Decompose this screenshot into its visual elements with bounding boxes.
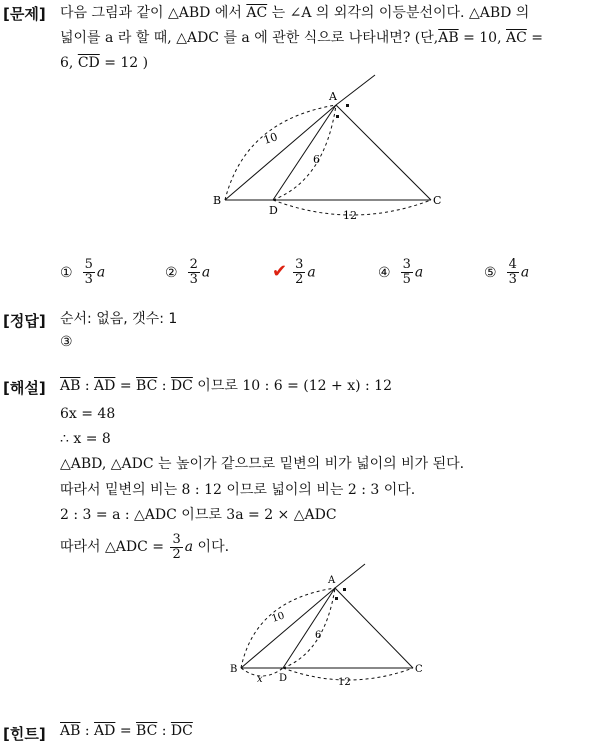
problem-line-2: 넓이를 a 라 할 때, △ADC 를 a 에 관한 식으로 나타내면? (단$,\overline{AB} = 10$, $\overline{AC}$ = xyxy=(60,30,543,46)
choice-2[interactable]: ② $\frac{2}{3}$ a xyxy=(165,257,211,287)
fig2-length-ab-label: 10 xyxy=(270,610,287,625)
fig2-length-bd-label: x xyxy=(257,674,263,685)
point-d-label: D xyxy=(269,204,278,217)
problem-label: [문제] xyxy=(3,5,46,23)
fig2-point-d-label: D xyxy=(279,673,288,684)
length-dc-label: 12 xyxy=(343,209,357,222)
triangle-figure-1 xyxy=(205,70,455,230)
solution-line-7: 따라서 △ADC = $\frac{3}{2}$ a 이다. xyxy=(60,531,230,562)
choice-3[interactable]: ✔ $\frac{3}{2}$ a xyxy=(272,257,316,287)
fig2-length-dc-label: 12 xyxy=(338,677,351,688)
hint-line: $\overline{AB}$ : $\overline{AD} = \overline{BC}$ : $\overline{DC}$ xyxy=(60,723,193,739)
point-c-label: C xyxy=(433,194,442,207)
length-ad-label: 6 xyxy=(313,153,320,166)
checkmark-icon: ✔ xyxy=(272,260,288,282)
fig2-length-ad-label: 6 xyxy=(315,630,322,641)
solution-label: [해설] xyxy=(3,379,46,397)
fig2-point-a-label: A xyxy=(328,575,336,586)
point-b-label: B xyxy=(213,194,222,207)
solution-line-1: $\overline{AB}$ : $\overline{AD} = \overline{BC}$ : $\overline{DC}$ 이므로 10 : 6 = (12 + x) : 12 xyxy=(60,378,392,394)
triangle-figure-2 xyxy=(225,560,435,690)
solution-line-6: 2 : 3 = a : △ADC 이므로 3a = 2 × △ADC xyxy=(60,507,337,523)
solution-line-5: 따라서 밑변의 비는 8 : 12 이므로 넓이의 비는 2 : 3 이다. xyxy=(60,482,416,498)
choice-1[interactable]: ① $\frac{5}{3}$ a xyxy=(60,257,106,287)
point-a-label: A xyxy=(329,90,337,103)
problem-line-1: 다음 그림과 같이 △ABD 에서 $\overline{AC}$ 는 ∠A 의 외각의 이등분선이다. △ABD 의 xyxy=(60,5,530,21)
hint-label: [힌트] xyxy=(3,725,46,743)
fig2-point-c-label: C xyxy=(415,664,423,675)
solution-line-3: ∴ x = 8 xyxy=(60,431,111,447)
solution-line-2: 6x = 48 xyxy=(60,406,116,422)
solution-line-4: △ABD, △ADC 는 높이가 같으므로 밑변의 비가 넓이의 비가 된다. xyxy=(60,456,465,472)
answer-label: [정답] xyxy=(3,312,46,330)
answer-value: ③ xyxy=(60,334,73,350)
choice-4[interactable]: ④ $\frac{3}{5}$ a xyxy=(378,257,424,287)
problem-line-3: 6, $\overline{CD} = 12$ ) xyxy=(60,55,149,71)
length-ab-label: 10 xyxy=(261,130,280,147)
answer-order-count: 순서: 없음, 갯수: 1 xyxy=(60,311,178,327)
fig2-point-b-label: B xyxy=(230,664,238,675)
choice-5[interactable]: ⑤ $\frac{4}{3}$ a xyxy=(484,257,530,287)
